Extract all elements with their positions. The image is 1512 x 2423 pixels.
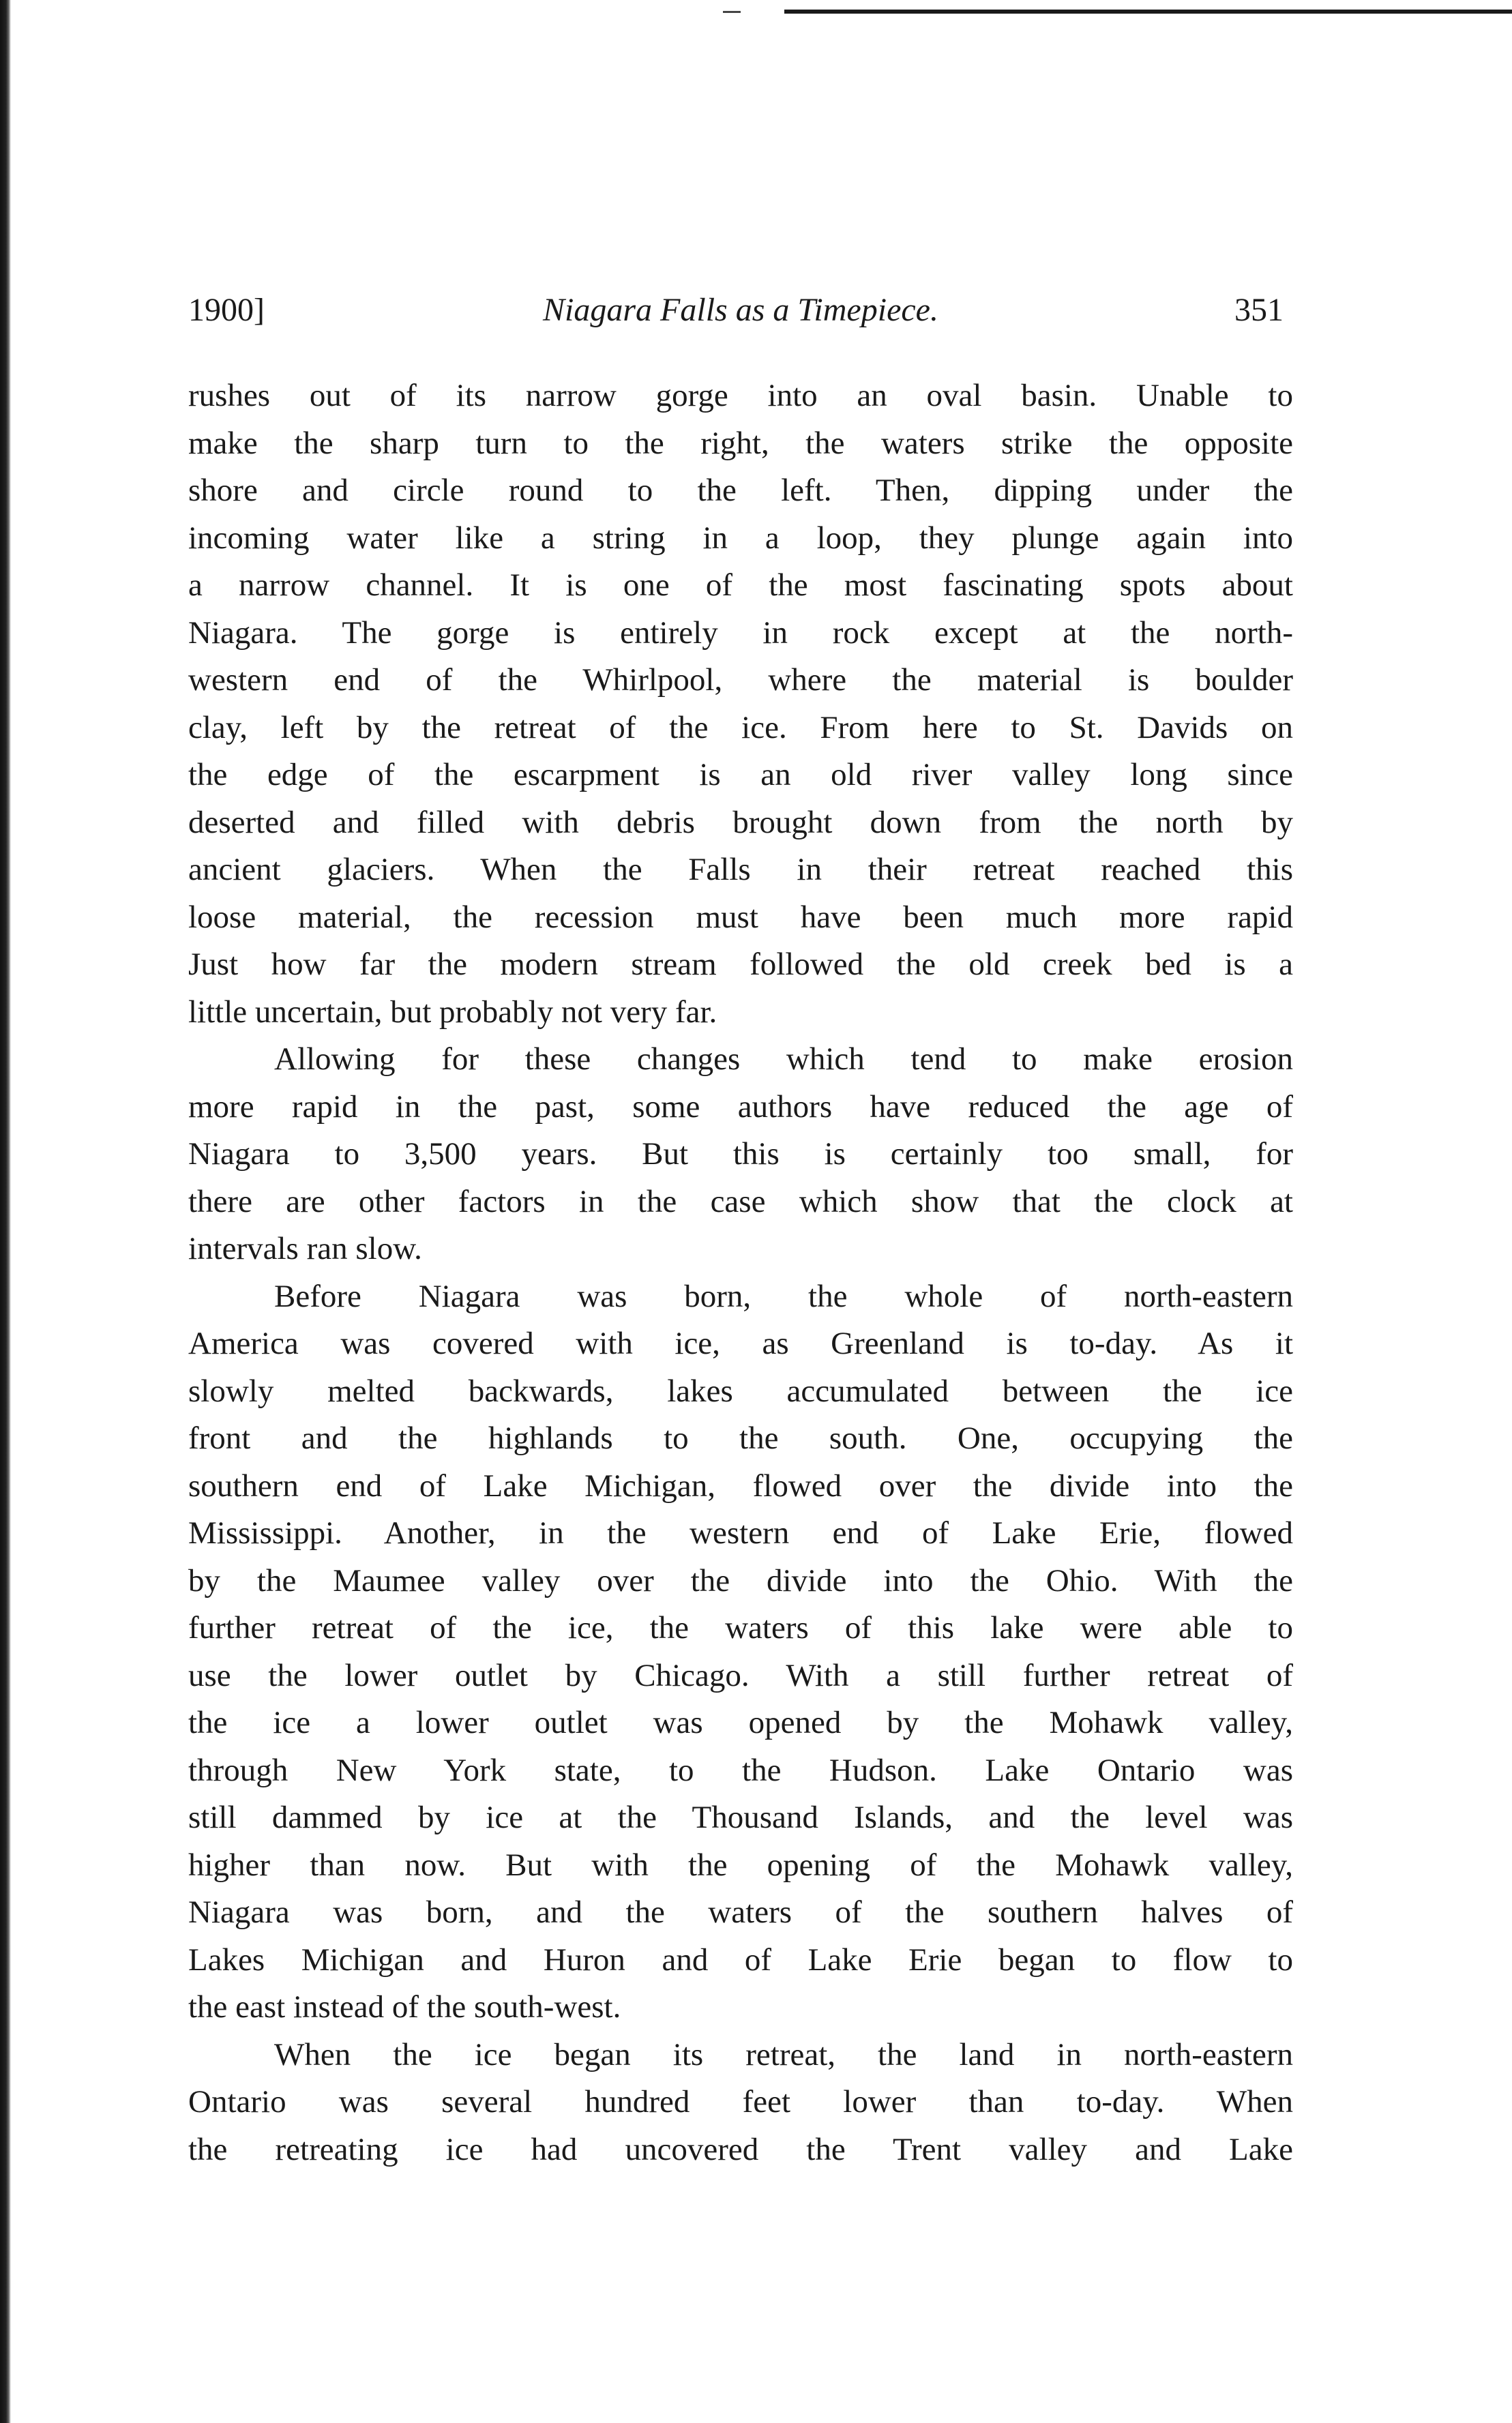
text-line: more rapid in the past, some authors have reduced the age of xyxy=(188,1088,1293,1125)
book-page xyxy=(188,286,1293,2173)
text-line: ancient glaciers. When the Falls in their retreat reached this xyxy=(188,852,1293,887)
text-line: through New York state, to the Hudson. Lake Ontario was xyxy=(188,1752,1293,1788)
paragraph-first-line: Before Niagara was born, the whole of north-eastern xyxy=(274,1278,1293,1314)
paragraph-first-line: When the ice began its retreat, the land in north-eastern xyxy=(274,2036,1293,2072)
running-head xyxy=(188,286,1293,334)
text-line: the edge of the escarpment is an old river valley long since xyxy=(188,757,1293,792)
text-line: slowly melted backwards, lakes accumulated between the ice xyxy=(188,1373,1293,1409)
text-line: incoming water like a string in a loop, they plunge again into xyxy=(188,520,1293,556)
text-line: the retreating ice had uncovered the Trent valley and Lake xyxy=(188,2131,1293,2167)
running-head-title: Niagara Falls as a Timepiece. xyxy=(543,292,938,328)
text-line: still dammed by ice at the Thousand Islands, and the level was xyxy=(188,1800,1293,1835)
text-line: western end of the Whirlpool, where the material is boulder xyxy=(188,662,1293,698)
paragraph-end-line: intervals ran slow. xyxy=(188,1231,422,1266)
text-line: shore and circle round to the left. Then, dipping under the xyxy=(188,473,1293,508)
text-line: southern end of Lake Michigan, flowed over the divide into the xyxy=(188,1468,1293,1504)
text-line: deserted and filled with debris brought down from the north by xyxy=(188,804,1293,840)
text-line: there are other factors in the case which show that the clock at xyxy=(188,1183,1293,1219)
text-line: clay, left by the retreat of the ice. From here to St. Davids on xyxy=(188,709,1293,745)
text-line: Niagara to 3,500 years. But this is certainly too small, for xyxy=(188,1136,1293,1172)
paragraph-end-line: the east instead of the south-west. xyxy=(188,1989,621,2025)
text-line: use the lower outlet by Chicago. With a still further retreat of xyxy=(188,1657,1293,1693)
page-number: 351 xyxy=(1234,292,1284,328)
paragraph-end-line: little uncertain, but probably not very far. xyxy=(188,994,717,1030)
text-line: Ontario was several hundred feet lower than to-day. When xyxy=(188,2084,1293,2120)
running-head-year: 1900] xyxy=(188,292,265,328)
scan-top-rule xyxy=(784,10,1512,14)
text-line: rushes out of its narrow gorge into an oval basin. Unable to xyxy=(188,378,1293,413)
text-line: a narrow channel. It is one of the most fascinating spots about xyxy=(188,567,1293,603)
text-line: front and the highlands to the south. One, occupying the xyxy=(188,1421,1293,1456)
text-line: higher than now. But with the opening of the Mohawk valley, xyxy=(188,1847,1293,1883)
scan-binding-edge xyxy=(0,0,11,2423)
paragraph-first-line: Allowing for these changes which tend to make erosion xyxy=(274,1041,1293,1077)
text-line: by the Maumee valley over the divide into the Ohio. With the xyxy=(188,1562,1293,1599)
text-line: the ice a lower outlet was opened by the Mohawk valley, xyxy=(188,1705,1293,1740)
text-line: Niagara. The gorge is entirely in rock except at the north- xyxy=(188,614,1293,651)
text-line: make the sharp turn to the right, the waters strike the opposite xyxy=(188,425,1293,461)
text-line: Just how far the modern stream followed the old creek bed is a xyxy=(188,947,1293,982)
text-line: loose material, the recession must have been much more rapid xyxy=(188,899,1293,935)
text-line: Mississippi. Another, in the western end of Lake Erie, flowed xyxy=(188,1515,1293,1551)
text-line: Niagara was born, and the waters of the southern halves of xyxy=(188,1894,1293,1930)
body-text xyxy=(188,372,1293,2173)
scan-top-mark xyxy=(723,11,741,13)
text-line: further retreat of the ice, the waters of this lake were able to xyxy=(188,1610,1293,1646)
text-line: America was covered with ice, as Greenland is to-day. As it xyxy=(188,1326,1293,1361)
text-line: Lakes Michigan and Huron and of Lake Erie began to flow to xyxy=(188,1942,1293,1978)
